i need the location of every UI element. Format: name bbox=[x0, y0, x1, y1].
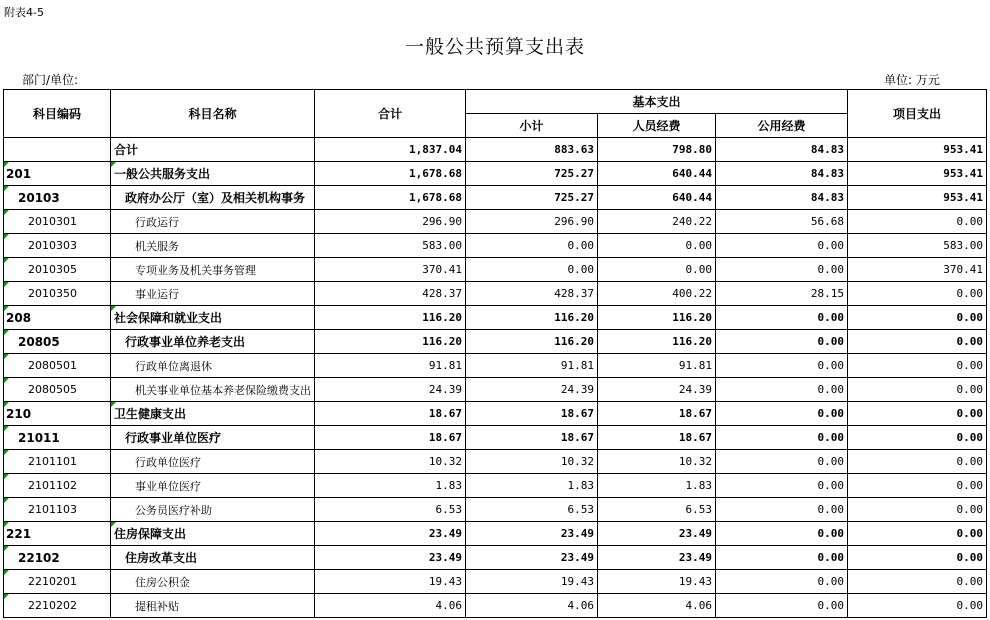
cell-subtotal[interactable]: 19.43 bbox=[466, 570, 598, 594]
cell-code[interactable]: 2010305 bbox=[4, 258, 111, 282]
cell-name[interactable]: 行政事业单位医疗 bbox=[111, 426, 315, 450]
header-name: 科目名称 bbox=[111, 90, 315, 138]
cell-public[interactable]: 0.00 bbox=[716, 378, 848, 402]
cell-personnel[interactable]: 0.00 bbox=[598, 234, 716, 258]
table-row[interactable] bbox=[4, 282, 987, 306]
cell-public[interactable]: 0.00 bbox=[716, 450, 848, 474]
cell-total[interactable]: 1.83 bbox=[315, 474, 466, 498]
cell-total[interactable]: 91.81 bbox=[315, 354, 466, 378]
cell-total[interactable]: 10.32 bbox=[315, 450, 466, 474]
cell-public[interactable]: 84.83 bbox=[716, 186, 848, 210]
cell-name[interactable]: 社会保障和就业支出 bbox=[111, 306, 315, 330]
table-row[interactable] bbox=[4, 210, 987, 234]
header-public: 公用经费 bbox=[716, 114, 848, 138]
cell-project[interactable]: 583.00 bbox=[848, 234, 987, 258]
cell-public[interactable]: 0.00 bbox=[716, 306, 848, 330]
table-row[interactable] bbox=[4, 546, 987, 570]
cell-name[interactable]: 行政单位离退休 bbox=[111, 354, 315, 378]
cell-public[interactable]: 84.83 bbox=[716, 138, 848, 162]
cell-name[interactable]: 合计 bbox=[111, 138, 315, 162]
cell-code[interactable]: 20805 bbox=[4, 330, 111, 354]
cell-project[interactable]: 0.00 bbox=[848, 570, 987, 594]
cell-public[interactable]: 28.15 bbox=[716, 282, 848, 306]
cell-project[interactable]: 0.00 bbox=[848, 378, 987, 402]
cell-personnel[interactable]: 91.81 bbox=[598, 354, 716, 378]
table-row[interactable] bbox=[4, 426, 987, 450]
cell-project[interactable]: 0.00 bbox=[848, 426, 987, 450]
cell-total[interactable]: 428.37 bbox=[315, 282, 466, 306]
cell-project[interactable]: 0.00 bbox=[848, 474, 987, 498]
cell-personnel[interactable]: 23.49 bbox=[598, 522, 716, 546]
page-title: 一般公共预算支出表 bbox=[404, 36, 585, 58]
cell-subtotal[interactable]: 296.90 bbox=[466, 210, 598, 234]
cell-subtotal[interactable]: 91.81 bbox=[466, 354, 598, 378]
cell-personnel[interactable]: 23.49 bbox=[598, 546, 716, 570]
table-row[interactable] bbox=[4, 138, 987, 162]
cell-project[interactable]: 0.00 bbox=[848, 522, 987, 546]
cell-code[interactable]: 2010301 bbox=[4, 210, 111, 234]
cell-personnel[interactable]: 6.53 bbox=[598, 498, 716, 522]
cell-code[interactable]: 221 bbox=[4, 522, 111, 546]
cell-total[interactable]: 296.90 bbox=[315, 210, 466, 234]
table-row[interactable] bbox=[4, 570, 987, 594]
cell-code[interactable]: 22102 bbox=[4, 546, 111, 570]
cell-subtotal[interactable]: 116.20 bbox=[466, 306, 598, 330]
cell-personnel[interactable]: 798.80 bbox=[598, 138, 716, 162]
header-total: 合计 bbox=[315, 90, 466, 138]
header-personnel: 人员经费 bbox=[598, 114, 716, 138]
cell-total[interactable]: 1,837.04 bbox=[315, 138, 466, 162]
cell-personnel[interactable]: 0.00 bbox=[598, 258, 716, 282]
cell-subtotal[interactable]: 1.83 bbox=[466, 474, 598, 498]
header-subtotal: 小计 bbox=[466, 114, 598, 138]
cell-personnel[interactable]: 240.22 bbox=[598, 210, 716, 234]
cell-name[interactable]: 行政事业单位养老支出 bbox=[111, 330, 315, 354]
cell-project[interactable]: 0.00 bbox=[848, 210, 987, 234]
table-row[interactable] bbox=[4, 498, 987, 522]
cell-project[interactable]: 0.00 bbox=[848, 546, 987, 570]
cell-code[interactable]: 21011 bbox=[4, 426, 111, 450]
cell-subtotal[interactable]: 725.27 bbox=[466, 162, 598, 186]
cell-public[interactable]: 0.00 bbox=[716, 570, 848, 594]
table-row[interactable] bbox=[4, 330, 987, 354]
cell-public[interactable]: 0.00 bbox=[716, 330, 848, 354]
cell-public[interactable]: 0.00 bbox=[716, 402, 848, 426]
table-row[interactable] bbox=[4, 402, 987, 426]
table-row[interactable] bbox=[4, 162, 987, 186]
cell-total[interactable]: 116.20 bbox=[315, 306, 466, 330]
cell-project[interactable]: 0.00 bbox=[848, 306, 987, 330]
cell-subtotal[interactable]: 428.37 bbox=[466, 282, 598, 306]
cell-name[interactable]: 行政运行 bbox=[111, 210, 315, 234]
cell-total[interactable]: 1,678.68 bbox=[315, 162, 466, 186]
header-code: 科目编码 bbox=[4, 90, 111, 138]
table-row[interactable] bbox=[4, 186, 987, 210]
cell-project[interactable]: 953.41 bbox=[848, 162, 987, 186]
cell-name[interactable]: 住房公积金 bbox=[111, 570, 315, 594]
cell-total[interactable]: 116.20 bbox=[315, 330, 466, 354]
cell-name[interactable]: 提租补贴 bbox=[111, 594, 315, 618]
cell-subtotal[interactable]: 18.67 bbox=[466, 426, 598, 450]
cell-personnel[interactable]: 640.44 bbox=[598, 186, 716, 210]
cell-personnel[interactable]: 4.06 bbox=[598, 594, 716, 618]
cell-name[interactable]: 机关服务 bbox=[111, 234, 315, 258]
cell-personnel[interactable]: 1.83 bbox=[598, 474, 716, 498]
cell-project[interactable]: 0.00 bbox=[848, 282, 987, 306]
cell-name[interactable]: 行政单位医疗 bbox=[111, 450, 315, 474]
cell-public[interactable]: 84.83 bbox=[716, 162, 848, 186]
cell-project[interactable]: 0.00 bbox=[848, 594, 987, 618]
cell-code[interactable]: 2101103 bbox=[4, 498, 111, 522]
cell-personnel[interactable]: 18.67 bbox=[598, 426, 716, 450]
table-row[interactable] bbox=[4, 450, 987, 474]
cell-personnel[interactable]: 10.32 bbox=[598, 450, 716, 474]
cell-subtotal[interactable]: 0.00 bbox=[466, 234, 598, 258]
cell-public[interactable]: 0.00 bbox=[716, 522, 848, 546]
cell-name[interactable]: 事业单位医疗 bbox=[111, 474, 315, 498]
cell-project[interactable]: 953.41 bbox=[848, 186, 987, 210]
cell-total[interactable]: 24.39 bbox=[315, 378, 466, 402]
cell-subtotal[interactable]: 23.49 bbox=[466, 522, 598, 546]
cell-project[interactable]: 0.00 bbox=[848, 354, 987, 378]
cell-personnel[interactable]: 24.39 bbox=[598, 378, 716, 402]
cell-project[interactable]: 370.41 bbox=[848, 258, 987, 282]
table-row[interactable] bbox=[4, 522, 987, 546]
cell-total[interactable]: 18.67 bbox=[315, 426, 466, 450]
cell-code[interactable]: 2080501 bbox=[4, 354, 111, 378]
cell-total[interactable]: 6.53 bbox=[315, 498, 466, 522]
cell-subtotal[interactable]: 725.27 bbox=[466, 186, 598, 210]
table-row[interactable] bbox=[4, 306, 987, 330]
cell-public[interactable]: 0.00 bbox=[716, 426, 848, 450]
cell-code[interactable]: 2010350 bbox=[4, 282, 111, 306]
cell-subtotal[interactable]: 18.67 bbox=[466, 402, 598, 426]
cell-total[interactable]: 1,678.68 bbox=[315, 186, 466, 210]
cell-public[interactable]: 0.00 bbox=[716, 498, 848, 522]
cell-name[interactable]: 住房改革支出 bbox=[111, 546, 315, 570]
cell-subtotal[interactable]: 883.63 bbox=[466, 138, 598, 162]
cell-code[interactable]: 20103 bbox=[4, 186, 111, 210]
cell-subtotal[interactable]: 10.32 bbox=[466, 450, 598, 474]
cell-subtotal[interactable]: 24.39 bbox=[466, 378, 598, 402]
cell-code[interactable]: 210 bbox=[4, 402, 111, 426]
cell-name[interactable]: 公务员医疗补助 bbox=[111, 498, 315, 522]
cell-name[interactable]: 住房保障支出 bbox=[111, 522, 315, 546]
cell-total[interactable]: 4.06 bbox=[315, 594, 466, 618]
cell-subtotal[interactable]: 0.00 bbox=[466, 258, 598, 282]
department-label: 部门/单位: bbox=[22, 73, 79, 87]
cell-subtotal[interactable]: 116.20 bbox=[466, 330, 598, 354]
cell-name[interactable]: 机关事业单位基本养老保险缴费支出 bbox=[111, 378, 315, 402]
header-basic: 基本支出 bbox=[466, 90, 848, 114]
cell-public[interactable]: 0.00 bbox=[716, 546, 848, 570]
cell-personnel[interactable]: 18.67 bbox=[598, 402, 716, 426]
cell-total[interactable]: 23.49 bbox=[315, 522, 466, 546]
cell-project[interactable]: 0.00 bbox=[848, 402, 987, 426]
cell-total[interactable]: 583.00 bbox=[315, 234, 466, 258]
cell-personnel[interactable]: 116.20 bbox=[598, 306, 716, 330]
cell-public[interactable]: 0.00 bbox=[716, 234, 848, 258]
table-row[interactable] bbox=[4, 474, 987, 498]
cell-public[interactable]: 0.00 bbox=[716, 474, 848, 498]
table-row[interactable] bbox=[4, 594, 987, 618]
cell-subtotal[interactable]: 4.06 bbox=[466, 594, 598, 618]
cell-code[interactable]: 208 bbox=[4, 306, 111, 330]
table-row[interactable] bbox=[4, 234, 987, 258]
unit-label: 单位: 万元 bbox=[884, 73, 940, 87]
cell-public[interactable]: 56.68 bbox=[716, 210, 848, 234]
cell-public[interactable]: 0.00 bbox=[716, 354, 848, 378]
expenditure-table bbox=[3, 89, 987, 618]
cell-total[interactable]: 370.41 bbox=[315, 258, 466, 282]
header-project: 项目支出 bbox=[848, 90, 987, 138]
cell-code[interactable]: 2010303 bbox=[4, 234, 111, 258]
cell-project[interactable]: 0.00 bbox=[848, 498, 987, 522]
cell-name[interactable]: 政府办公厅（室）及相关机构事务 bbox=[111, 186, 315, 210]
cell-total[interactable]: 23.49 bbox=[315, 546, 466, 570]
cell-code[interactable]: 2080505 bbox=[4, 378, 111, 402]
cell-code[interactable]: 2210201 bbox=[4, 570, 111, 594]
table-row[interactable] bbox=[4, 258, 987, 282]
cell-personnel[interactable]: 640.44 bbox=[598, 162, 716, 186]
table-row[interactable] bbox=[4, 378, 987, 402]
cell-code[interactable]: 2210202 bbox=[4, 594, 111, 618]
cell-code[interactable]: 2101101 bbox=[4, 450, 111, 474]
cell-personnel[interactable]: 116.20 bbox=[598, 330, 716, 354]
cell-name[interactable]: 一般公共服务支出 bbox=[111, 162, 315, 186]
cell-subtotal[interactable]: 23.49 bbox=[466, 546, 598, 570]
cell-personnel[interactable]: 19.43 bbox=[598, 570, 716, 594]
table-row[interactable] bbox=[4, 354, 987, 378]
cell-name[interactable]: 专项业务及机关事务管理 bbox=[111, 258, 315, 282]
cell-code[interactable]: 201 bbox=[4, 162, 111, 186]
cell-public[interactable]: 0.00 bbox=[716, 594, 848, 618]
cell-total[interactable]: 19.43 bbox=[315, 570, 466, 594]
cell-personnel[interactable]: 400.22 bbox=[598, 282, 716, 306]
cell-name[interactable]: 卫生健康支出 bbox=[111, 402, 315, 426]
cell-code[interactable] bbox=[4, 138, 111, 162]
cell-total[interactable]: 18.67 bbox=[315, 402, 466, 426]
cell-name[interactable]: 事业运行 bbox=[111, 282, 315, 306]
cell-code[interactable]: 2101102 bbox=[4, 474, 111, 498]
attachment-label: 附表4-5 bbox=[4, 6, 44, 19]
cell-project[interactable]: 953.41 bbox=[848, 138, 987, 162]
cell-project[interactable]: 0.00 bbox=[848, 330, 987, 354]
cell-subtotal[interactable]: 6.53 bbox=[466, 498, 598, 522]
cell-public[interactable]: 0.00 bbox=[716, 258, 848, 282]
cell-project[interactable]: 0.00 bbox=[848, 450, 987, 474]
